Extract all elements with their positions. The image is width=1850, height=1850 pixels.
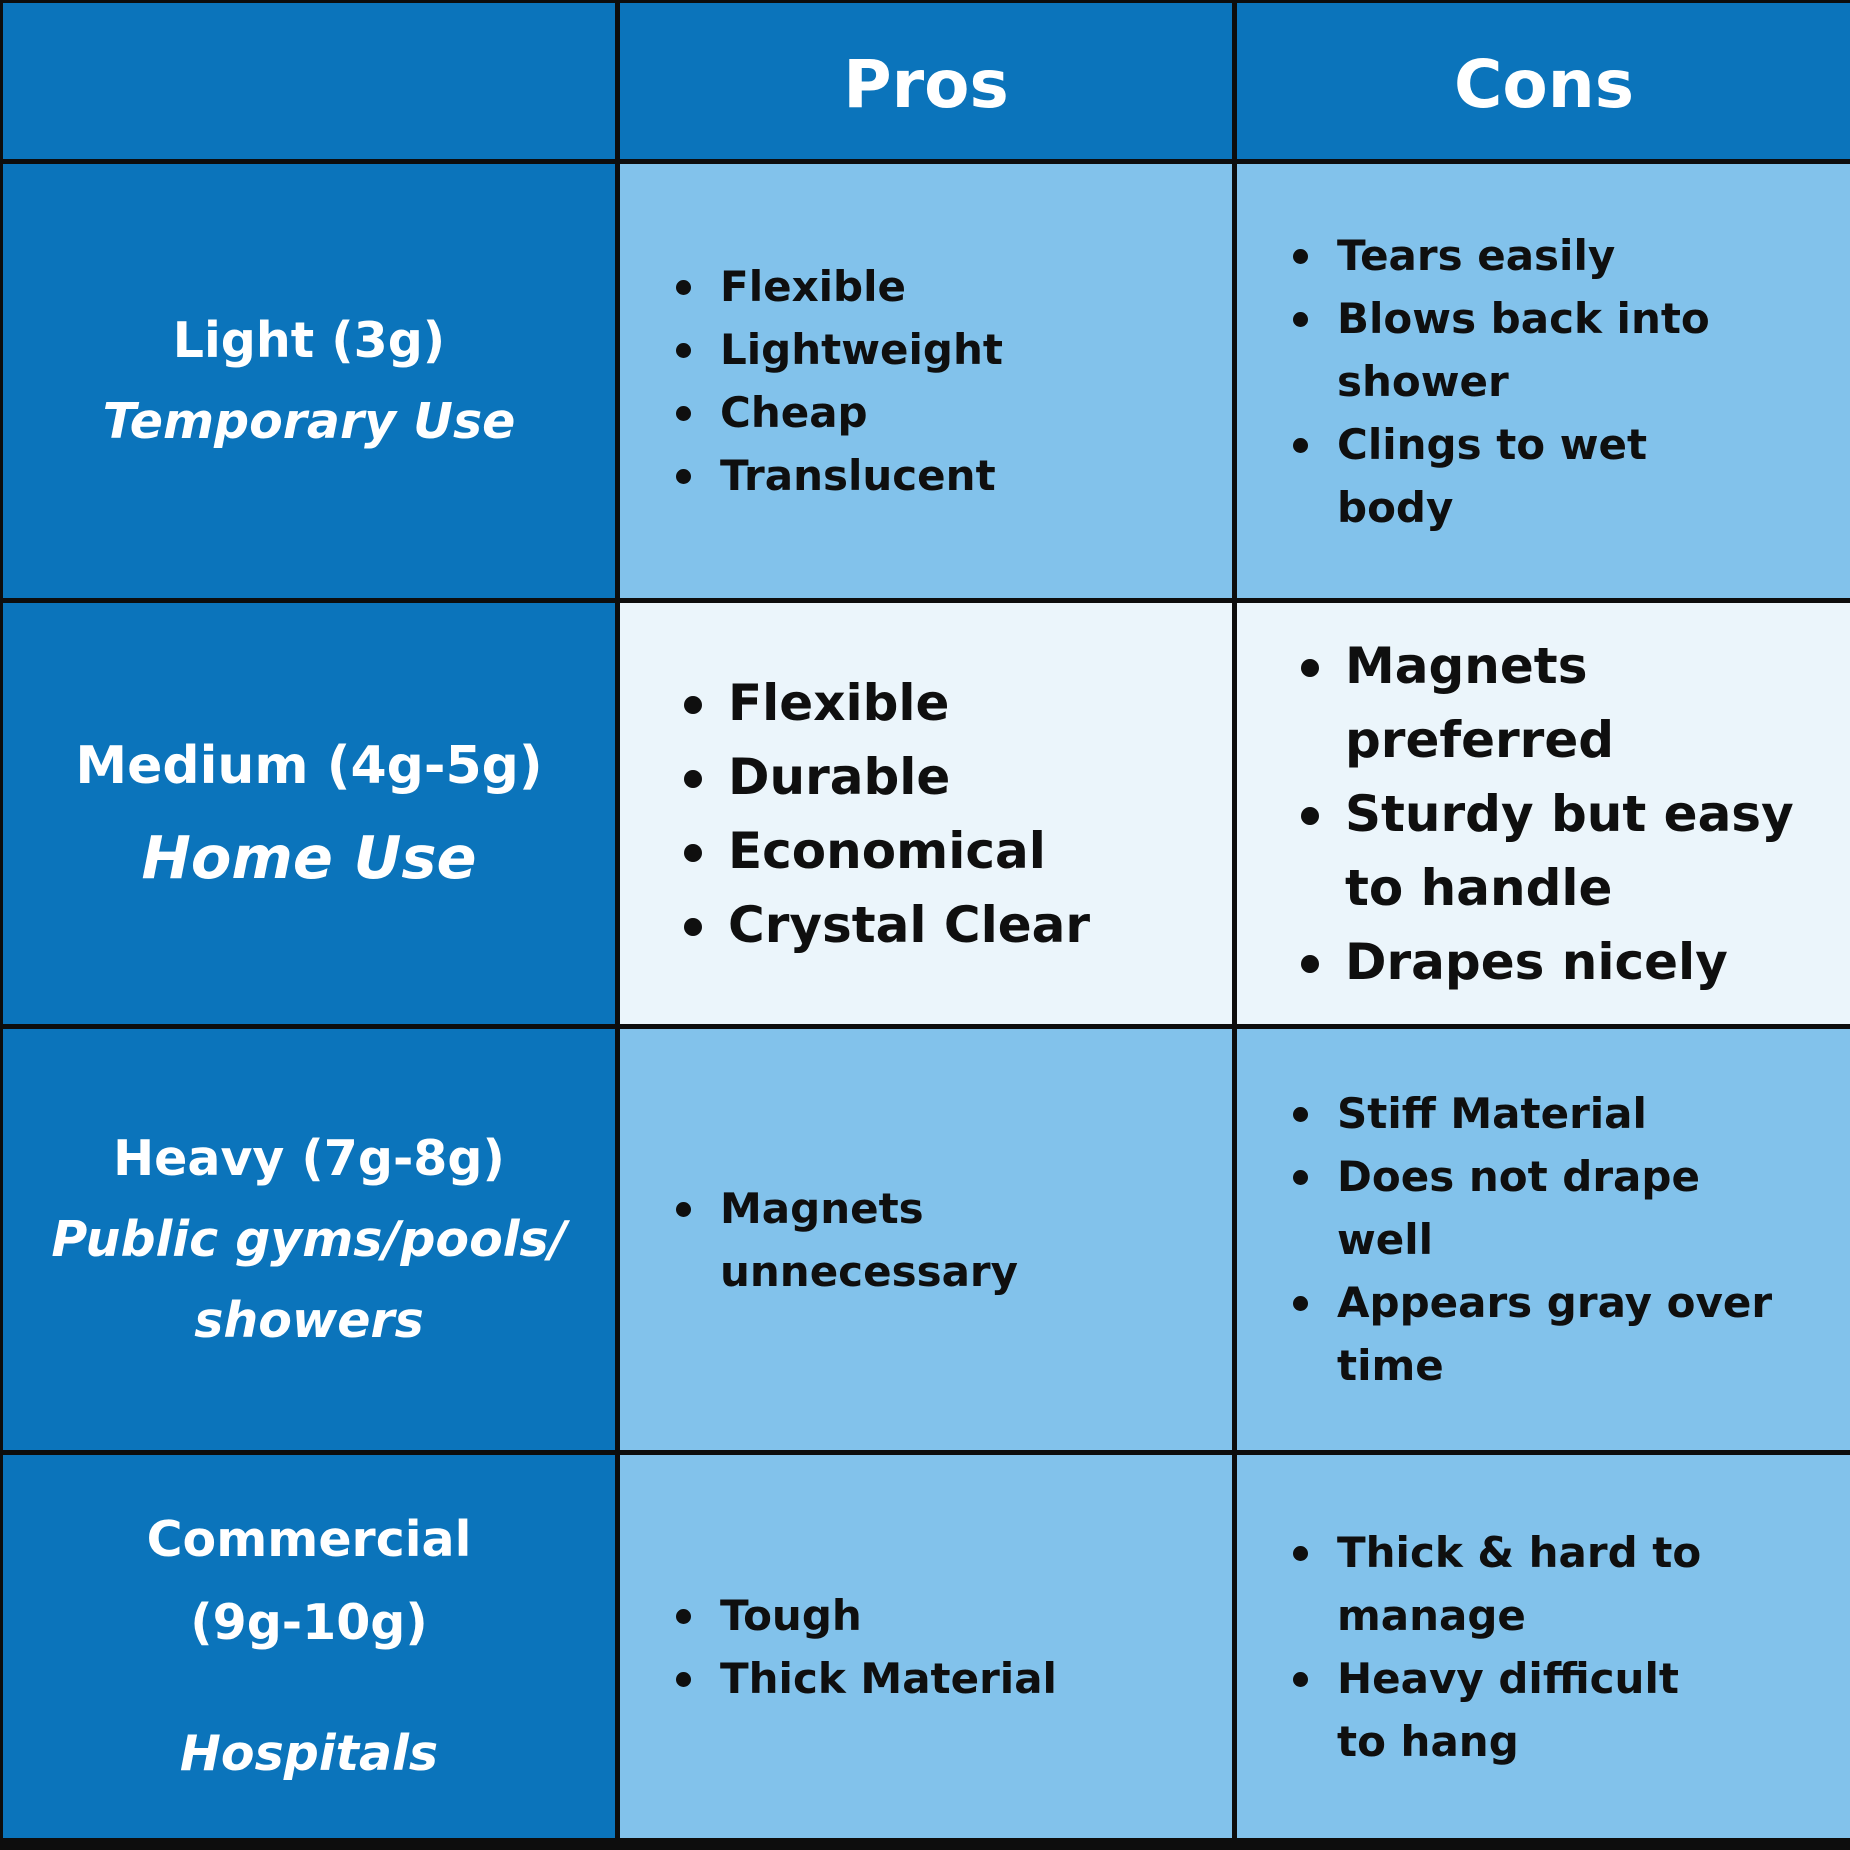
row-light-weight: Light (3g) bbox=[172, 311, 446, 369]
list-item: Flexible bbox=[684, 666, 1090, 740]
list-item: Lightweight bbox=[676, 318, 1003, 381]
list-item: Stiff Material bbox=[1293, 1082, 1803, 1145]
list-item: Does not drape well bbox=[1293, 1145, 1803, 1271]
list-item: Durable bbox=[684, 740, 1090, 814]
header-cons-label: Cons bbox=[1453, 45, 1635, 123]
row-light-pros-cell bbox=[620, 164, 1232, 598]
row-light-label-cell bbox=[3, 164, 615, 598]
row-heavy-pros-cell bbox=[620, 1029, 1232, 1450]
row-medium-pros-cell bbox=[620, 603, 1232, 1024]
row-commercial-cons-cell bbox=[1237, 1455, 1850, 1838]
list-item: Blows back into shower bbox=[1293, 287, 1763, 413]
list-item: Heavy difficult to hang bbox=[1293, 1647, 1723, 1773]
list-item: Sturdy but easy to handle bbox=[1301, 777, 1821, 925]
row-medium-use: Home Use bbox=[141, 822, 477, 892]
row-medium-label-cell bbox=[3, 603, 615, 1024]
row-heavy-cons-list bbox=[1293, 1082, 1803, 1397]
row-commercial-weight-line2: (9g-10g) bbox=[190, 1594, 428, 1652]
row-commercial-label-cell bbox=[3, 1455, 615, 1838]
row-heavy-cons-cell bbox=[1237, 1029, 1850, 1450]
header-pros-cell bbox=[620, 3, 1232, 159]
row-heavy-label-cell bbox=[3, 1029, 615, 1450]
list-item: Magnets unnecessary bbox=[676, 1177, 976, 1303]
row-heavy-weight: Heavy (7g-8g) bbox=[113, 1130, 505, 1187]
row-heavy-use-line2: showers bbox=[194, 1292, 424, 1350]
list-item: Thick & hard to manage bbox=[1293, 1521, 1723, 1647]
row-medium-weight: Medium (4g-5g) bbox=[75, 736, 543, 797]
row-light-cons-list bbox=[1293, 224, 1763, 539]
row-light-pros-list bbox=[676, 255, 1003, 507]
list-item: Tears easily bbox=[1293, 224, 1763, 287]
row-heavy-use-line1: Public gyms/pools/ bbox=[51, 1211, 567, 1269]
header-corner-cell bbox=[3, 3, 615, 159]
list-item: Appears gray over time bbox=[1293, 1271, 1803, 1397]
row-heavy-pros-list bbox=[676, 1177, 1018, 1303]
list-item: Thick Material bbox=[676, 1647, 1057, 1710]
row-commercial-pros-cell bbox=[620, 1455, 1232, 1838]
list-item: Tough bbox=[676, 1584, 1057, 1647]
row-medium-cons-cell bbox=[1237, 603, 1850, 1024]
row-medium-cons-list bbox=[1301, 629, 1821, 999]
row-medium-pros-list bbox=[684, 666, 1090, 962]
row-commercial-cons-list bbox=[1293, 1521, 1723, 1773]
row-commercial-pros-list bbox=[676, 1584, 1057, 1710]
list-item: Magnets preferred bbox=[1301, 629, 1821, 777]
list-item: Clings to wet body bbox=[1293, 413, 1763, 539]
list-item: Cheap bbox=[676, 381, 1003, 444]
list-item: Economical bbox=[684, 814, 1090, 888]
row-commercial-use: Hospitals bbox=[179, 1725, 439, 1783]
list-item: Crystal Clear bbox=[684, 888, 1090, 962]
list-item: Translucent bbox=[676, 444, 1003, 507]
row-light-use: Temporary Use bbox=[102, 393, 516, 451]
list-item: Flexible bbox=[676, 255, 1003, 318]
header-cons-cell bbox=[1237, 3, 1850, 159]
row-commercial-weight-line1: Commercial bbox=[146, 1510, 472, 1568]
list-item: Drapes nicely bbox=[1301, 925, 1821, 999]
header-pros-label: Pros bbox=[843, 45, 1009, 123]
row-light-cons-cell bbox=[1237, 164, 1850, 598]
